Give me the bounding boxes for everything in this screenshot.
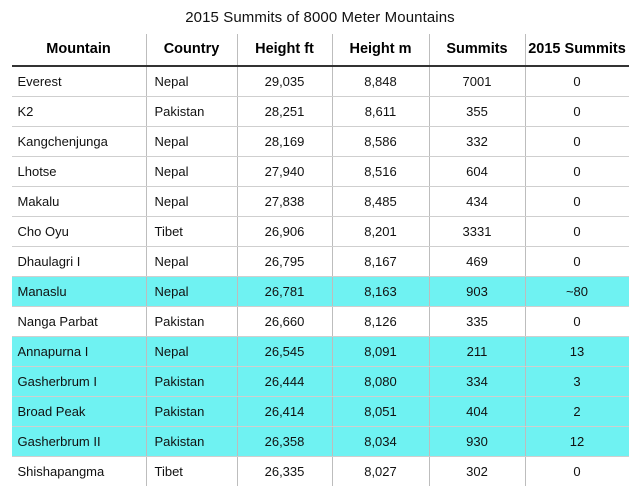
cell-country: Nepal [146, 277, 237, 307]
cell-mountain: Gasherbrum II [12, 427, 147, 457]
cell-summits: 903 [429, 277, 525, 307]
cell-2015-summits: 0 [525, 127, 629, 157]
cell-mountain: Shishapangma [12, 457, 147, 486]
table-row [12, 337, 629, 367]
cell-summits: 332 [429, 127, 525, 157]
cell-summits: 434 [429, 187, 525, 217]
cell-mountain: Kangchenjunga [12, 127, 147, 157]
column-header-2015-summits[interactable]: 2015 Summits [525, 34, 629, 66]
cell-mountain: Makalu [12, 187, 147, 217]
cell-mountain: K2 [12, 97, 147, 127]
cell-height-ft: 26,444 [237, 367, 332, 397]
cell-height-m: 8,485 [332, 187, 429, 217]
cell-height-m: 8,611 [332, 97, 429, 127]
cell-mountain: Everest [12, 66, 147, 97]
cell-2015-summits: 0 [525, 187, 629, 217]
cell-summits: 211 [429, 337, 525, 367]
cell-2015-summits: ~80 [525, 277, 629, 307]
table-row [12, 457, 629, 486]
cell-country: Nepal [146, 157, 237, 187]
cell-country: Tibet [146, 217, 237, 247]
cell-height-m: 8,126 [332, 307, 429, 337]
cell-height-m: 8,034 [332, 427, 429, 457]
table-row [12, 97, 629, 127]
table-row [12, 157, 629, 187]
column-header-mountain[interactable]: Mountain [12, 34, 147, 66]
cell-2015-summits: 0 [525, 97, 629, 127]
cell-height-ft: 26,414 [237, 397, 332, 427]
table-row [12, 247, 629, 277]
cell-2015-summits: 12 [525, 427, 629, 457]
page-title: 2015 Summits of 8000 Meter Mountains [0, 0, 640, 34]
cell-country: Tibet [146, 457, 237, 486]
cell-height-m: 8,848 [332, 66, 429, 97]
cell-height-ft: 26,545 [237, 337, 332, 367]
cell-summits: 404 [429, 397, 525, 427]
cell-2015-summits: 0 [525, 457, 629, 486]
cell-country: Nepal [146, 337, 237, 367]
cell-country: Pakistan [146, 97, 237, 127]
table-body [12, 66, 629, 486]
table-header-row [12, 34, 629, 66]
cell-height-ft: 28,169 [237, 127, 332, 157]
cell-country: Pakistan [146, 427, 237, 457]
cell-mountain: Cho Oyu [12, 217, 147, 247]
cell-summits: 7001 [429, 66, 525, 97]
cell-height-ft: 26,795 [237, 247, 332, 277]
cell-height-ft: 27,940 [237, 157, 332, 187]
cell-mountain: Broad Peak [12, 397, 147, 427]
cell-summits: 335 [429, 307, 525, 337]
cell-2015-summits: 13 [525, 337, 629, 367]
table-row [12, 367, 629, 397]
cell-height-m: 8,051 [332, 397, 429, 427]
cell-height-m: 8,163 [332, 277, 429, 307]
cell-mountain: Annapurna I [12, 337, 147, 367]
cell-country: Pakistan [146, 397, 237, 427]
cell-summits: 930 [429, 427, 525, 457]
cell-summits: 302 [429, 457, 525, 486]
cell-height-m: 8,080 [332, 367, 429, 397]
cell-height-ft: 26,660 [237, 307, 332, 337]
cell-country: Pakistan [146, 307, 237, 337]
cell-summits: 334 [429, 367, 525, 397]
cell-height-m: 8,516 [332, 157, 429, 187]
cell-height-ft: 26,906 [237, 217, 332, 247]
cell-mountain: Manaslu [12, 277, 147, 307]
cell-2015-summits: 0 [525, 157, 629, 187]
cell-height-ft: 26,358 [237, 427, 332, 457]
cell-2015-summits: 0 [525, 217, 629, 247]
cell-country: Nepal [146, 247, 237, 277]
cell-height-ft: 29,035 [237, 66, 332, 97]
cell-height-m: 8,167 [332, 247, 429, 277]
cell-country: Nepal [146, 187, 237, 217]
cell-2015-summits: 0 [525, 307, 629, 337]
column-header-summits[interactable]: Summits [429, 34, 525, 66]
table-row [12, 427, 629, 457]
cell-country: Nepal [146, 66, 237, 97]
cell-2015-summits: 0 [525, 247, 629, 277]
summits-table [12, 34, 629, 486]
table-row [12, 187, 629, 217]
table-row [12, 217, 629, 247]
column-header-height-m[interactable]: Height m [332, 34, 429, 66]
cell-height-ft: 28,251 [237, 97, 332, 127]
cell-2015-summits: 3 [525, 367, 629, 397]
cell-height-m: 8,201 [332, 217, 429, 247]
cell-summits: 469 [429, 247, 525, 277]
cell-height-m: 8,586 [332, 127, 429, 157]
cell-height-ft: 26,781 [237, 277, 332, 307]
cell-mountain: Lhotse [12, 157, 147, 187]
column-header-country[interactable]: Country [146, 34, 237, 66]
cell-country: Nepal [146, 127, 237, 157]
cell-height-m: 8,091 [332, 337, 429, 367]
cell-height-m: 8,027 [332, 457, 429, 486]
column-header-height-ft[interactable]: Height ft [237, 34, 332, 66]
table-row [12, 307, 629, 337]
cell-height-ft: 26,335 [237, 457, 332, 486]
table-header [12, 34, 629, 66]
table-row [12, 66, 629, 97]
cell-2015-summits: 0 [525, 66, 629, 97]
cell-mountain: Gasherbrum I [12, 367, 147, 397]
table-row [12, 277, 629, 307]
cell-2015-summits: 2 [525, 397, 629, 427]
table-row [12, 397, 629, 427]
cell-height-ft: 27,838 [237, 187, 332, 217]
cell-summits: 3331 [429, 217, 525, 247]
cell-country: Pakistan [146, 367, 237, 397]
cell-mountain: Nanga Parbat [12, 307, 147, 337]
cell-summits: 604 [429, 157, 525, 187]
cell-mountain: Dhaulagri I [12, 247, 147, 277]
table-row [12, 127, 629, 157]
cell-summits: 355 [429, 97, 525, 127]
